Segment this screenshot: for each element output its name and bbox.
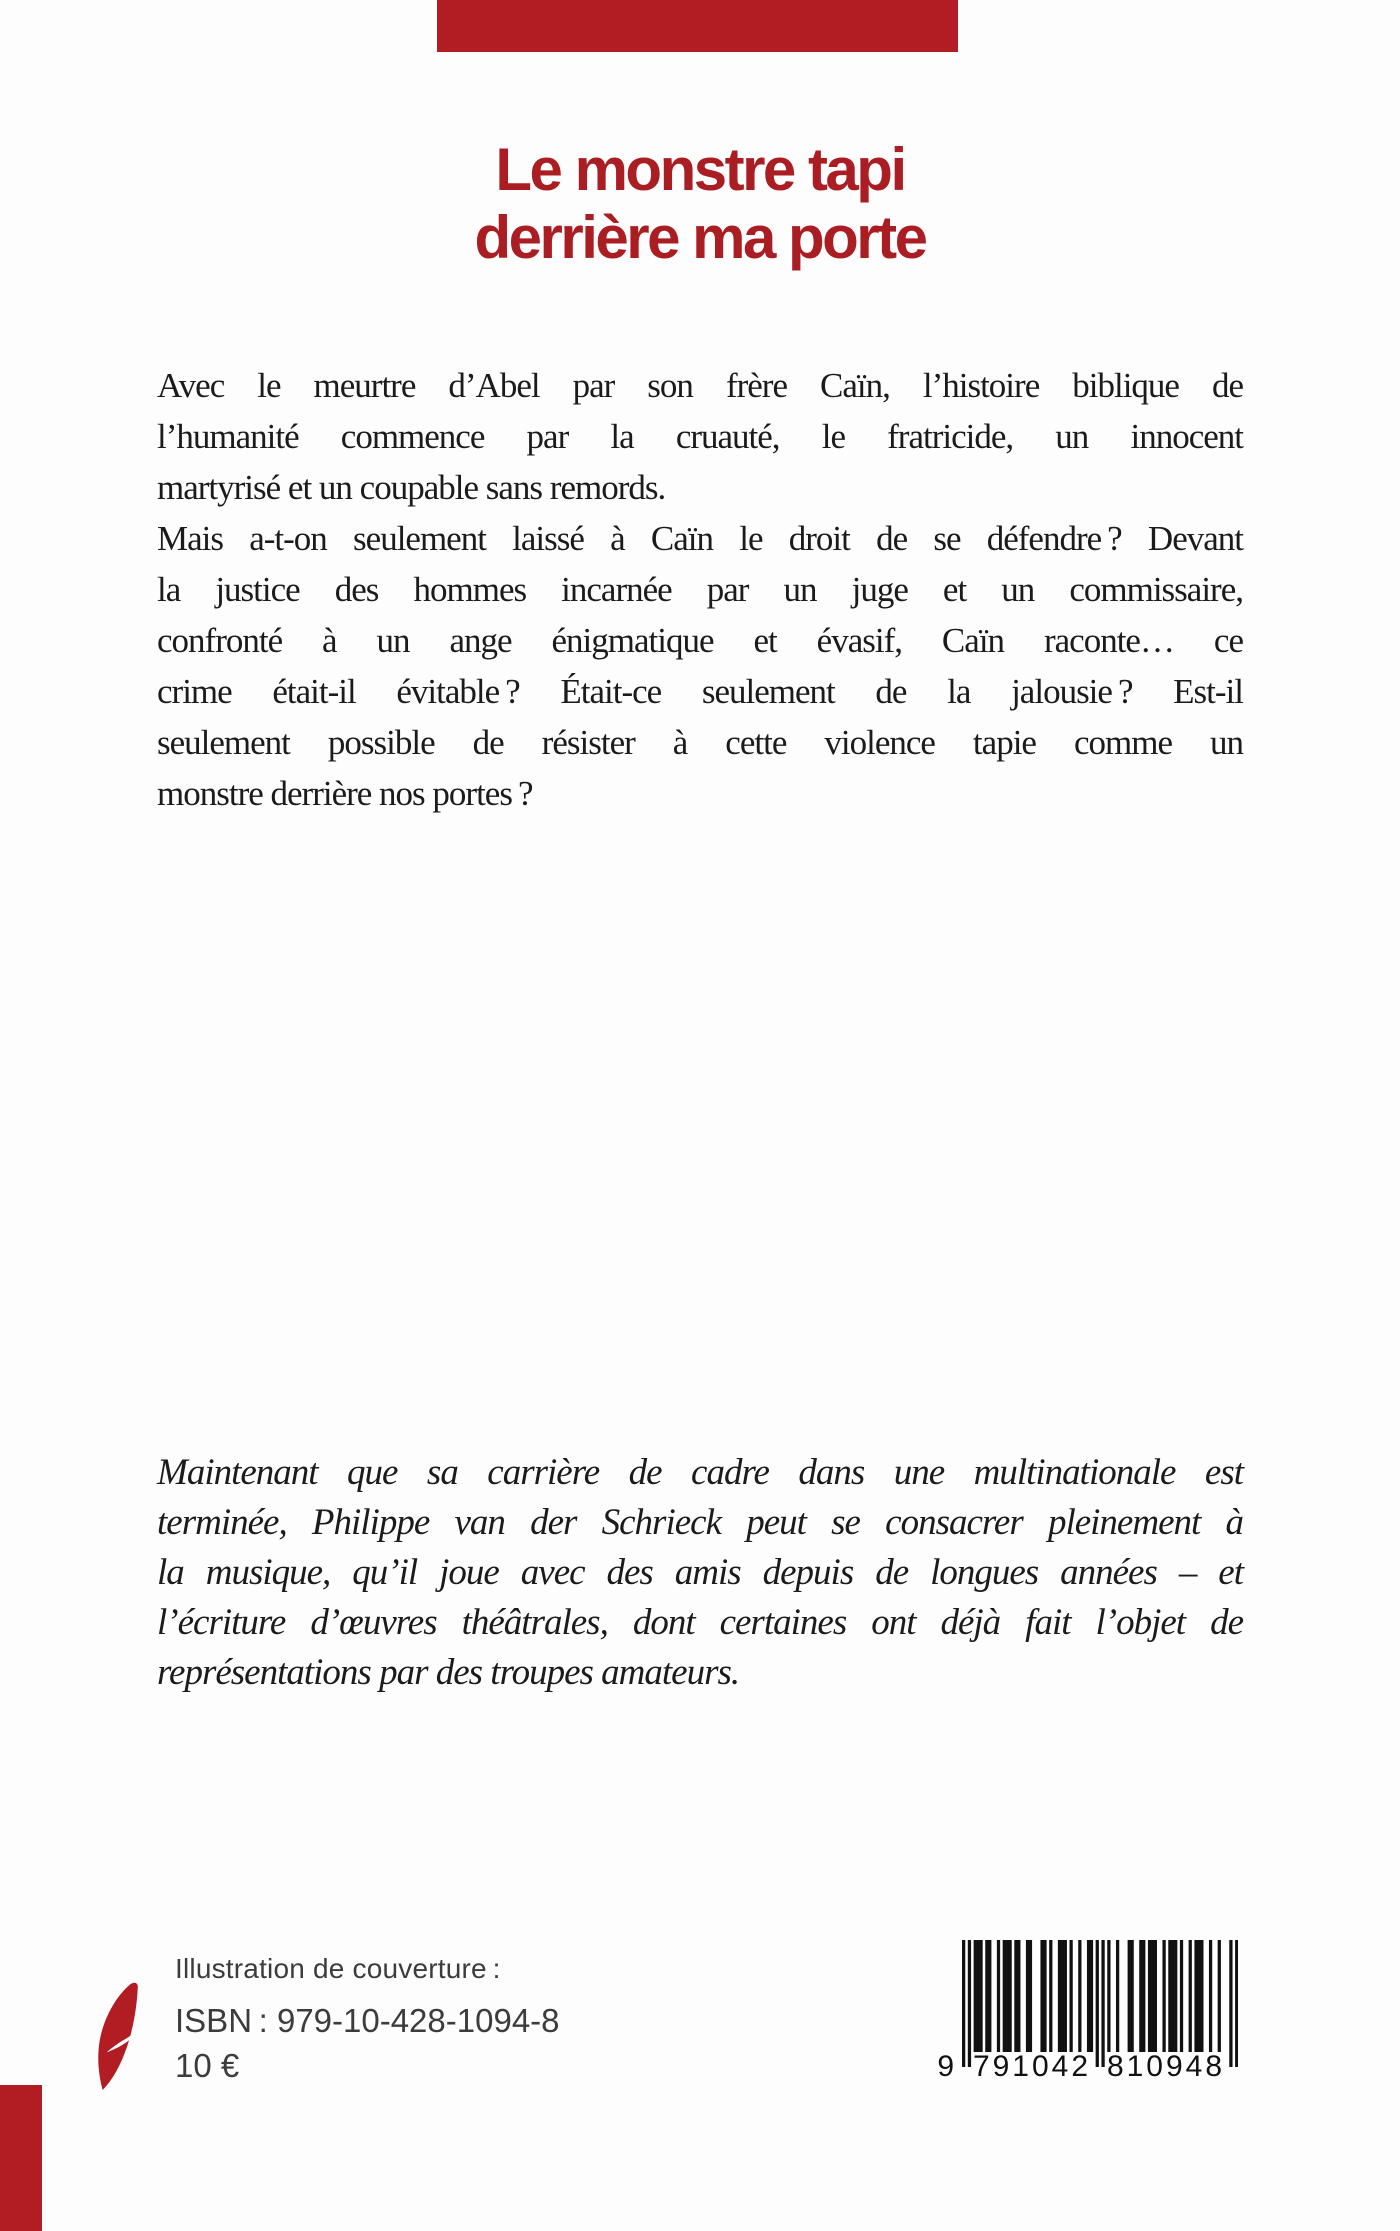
barcode-digits-right: 810948 [1106,2050,1226,2083]
synopsis-line: l’humanité commence par la cruauté, le fratricide, un innocent [157,417,1243,456]
top-red-bar [437,0,958,52]
author-bio-line: Maintenant que sa carrière de cadre dans une multinationale est [157,1452,1243,1493]
isbn-text: ISBN : 979-10-428-1094-8 [175,2002,560,2039]
publisher-feather-icon [95,1981,148,2092]
author-bio-line: la musique, qu’il joue avec des amis depuis de longues années – et [157,1552,1243,1593]
author-biography [157,1448,1243,1698]
barcode-digits-left: 791042 [972,2050,1092,2083]
bottom-left-red-strip [0,2085,42,2231]
author-bio-line: représentations par des troupes amateurs. [157,1652,740,1693]
book-title [0,136,1400,272]
barcode-bars [962,1940,1238,2068]
synopsis [157,360,1243,819]
synopsis-line: martyrisé et un coupable sans remords. [157,468,666,507]
synopsis-paragraph-1 [157,360,1243,513]
synopsis-paragraph-2 [157,513,1243,819]
price-text: 10 € [175,2047,240,2084]
synopsis-line: seulement possible de résister à cette violence tapie comme un [157,723,1243,762]
synopsis-line: la justice des hommes incarnée par un juge et un commissaire, [157,570,1243,609]
barcode-digit-prefix: 9 [937,2050,954,2083]
synopsis-line: monstre derrière nos portes ? [157,774,533,813]
barcode [926,1940,1246,2090]
synopsis-line: Mais a-t-on seulement laissé à Caïn le droit de se défendre ? Devant [157,519,1243,558]
author-bio-line: l’écriture d’œuvres théâtrales, dont certaines ont déjà fait l’objet de [157,1602,1243,1643]
synopsis-line: crime était-il évitable ? Était-ce seulement de la jalousie ? Est-il [157,672,1243,711]
synopsis-line: Avec le meurtre d’Abel par son frère Caïn, l’histoire biblique de [157,366,1243,405]
book-title-line-2: derrière ma porte [474,204,926,271]
book-title-line-1: Le monstre tapi [495,136,905,203]
synopsis-line: confronté à un ange énigmatique et évasif, Caïn raconte… ce [157,621,1243,660]
author-bio-line: terminée, Philippe van der Schrieck peut se consacrer pleinement à [157,1502,1243,1543]
cover-illustration-credit: Illustration de couverture : [175,1953,501,1984]
